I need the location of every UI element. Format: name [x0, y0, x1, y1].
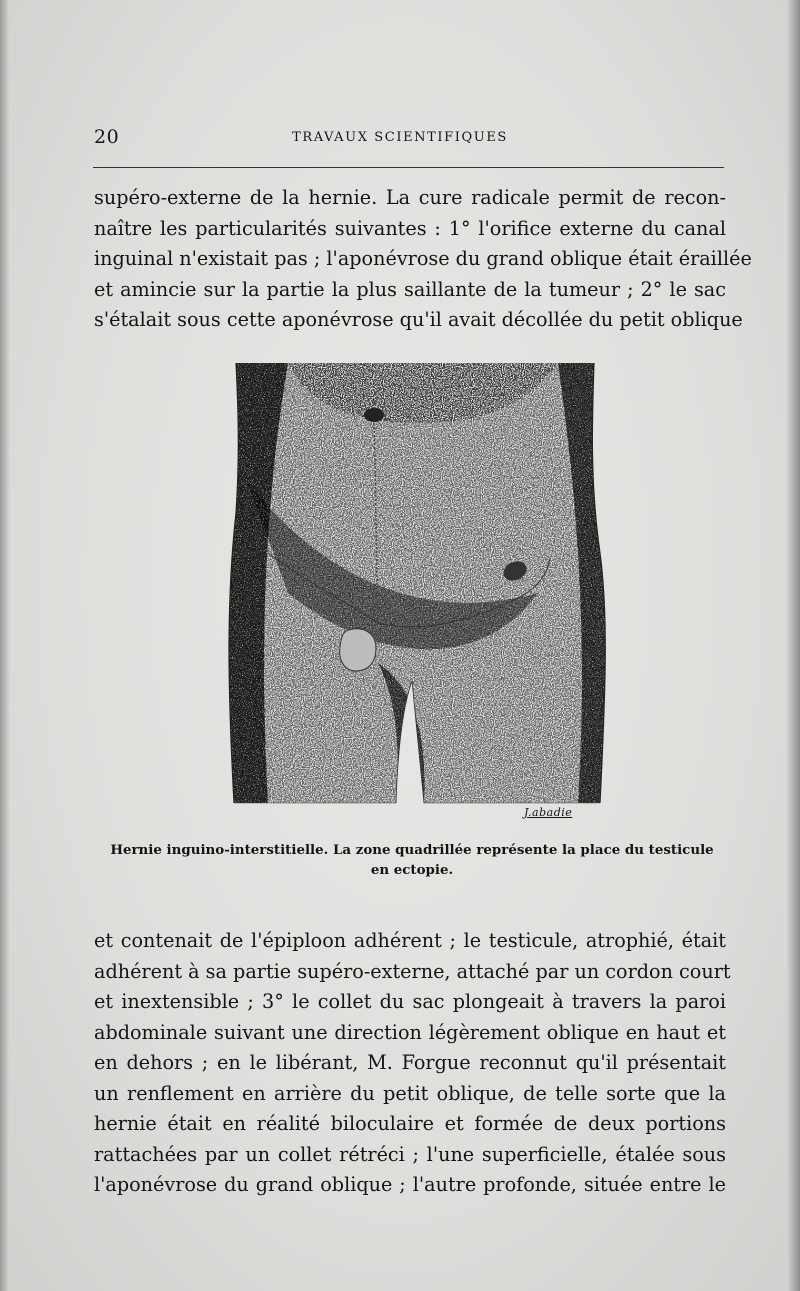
- text-line: et amincie sur la partie la plus saillante de la tumeur ; 2° le sac: [94, 277, 726, 301]
- paragraph-top: [94, 183, 752, 336]
- text-line: supéro-externe de la hernie. La cure radicale permit de recon-: [94, 186, 726, 209]
- page-right-edge: [786, 0, 800, 1291]
- page-left-edge: [0, 0, 10, 1291]
- text-line: rattachées par un collet rétréci ; l'une superficielle, étalée sous: [94, 1142, 726, 1166]
- header-rule: [93, 167, 724, 168]
- text-line: s'étalait sous cette aponévrose qu'il avait décollée du petit oblique: [94, 308, 743, 331]
- text-line: adhérent à sa partie supéro-externe, attaché par un cordon court: [94, 959, 731, 983]
- text-line: abdominale suivant une direction légèrement oblique en haut et: [94, 1020, 726, 1044]
- artist-signature: J.abadie: [524, 806, 573, 819]
- text-line: l'aponévrose du grand oblique ; l'autre profonde, située entre le: [94, 1173, 726, 1196]
- anatomical-illustration: [228, 363, 612, 823]
- text-line: et inextensible ; 3° le collet du sac plongeait à travers la paroi: [94, 990, 726, 1013]
- text-line: un renflement en arrière du petit oblique, de telle sorte que la: [94, 1081, 726, 1105]
- paragraph-bottom: [94, 926, 731, 1201]
- text-line: en dehors ; en le libérant, M. Forgue reconnut qu'il présentait: [94, 1051, 726, 1074]
- figure-caption: Hernie inguino-interstitielle. La zone quadrillée représente la place du testicule en ectopie.: [110, 842, 714, 878]
- page-number: 20: [94, 126, 120, 148]
- text-line: hernie était en réalité biloculaire et formée de deux portions: [94, 1112, 726, 1135]
- text-line: inguinal n'existait pas ; l'aponévrose du grand oblique était éraillée: [94, 247, 752, 270]
- running-title: TRAVAUX SCIENTIFIQUES: [292, 130, 508, 145]
- text-line: et contenait de l'épiploon adhérent ; le testicule, atrophié, était: [94, 929, 726, 952]
- text-line: naître les particularités suivantes : 1° l'orifice externe du canal: [94, 216, 726, 240]
